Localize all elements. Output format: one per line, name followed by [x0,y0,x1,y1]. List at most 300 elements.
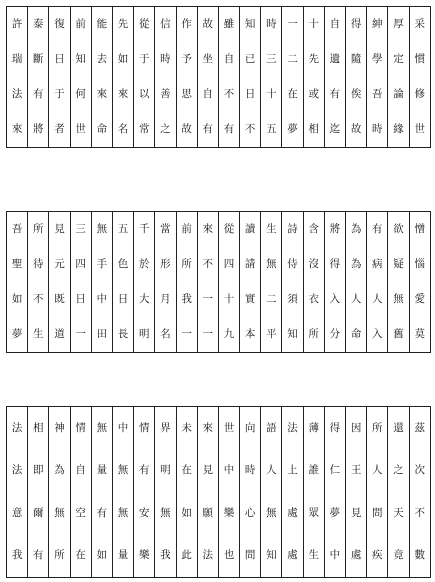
text-column [324,407,345,578]
glyph: 得 [350,18,362,30]
text-column [197,407,218,578]
glyph: 五 [117,223,129,235]
column-text [71,7,91,147]
glyph: 予 [181,53,192,65]
glyph: 于 [54,88,65,100]
glyph: 為 [350,223,362,235]
glyph: 王 [350,464,362,477]
glyph: 紳 [372,18,383,30]
column-text [28,407,48,577]
glyph: 生 [266,223,277,235]
glyph: 情 [138,421,150,434]
glyph: 詩 [287,223,298,235]
glyph: 名 [117,123,129,135]
glyph: 信 [160,18,171,30]
column-text [71,407,91,577]
glyph: 故 [350,123,362,135]
column-text [367,7,387,147]
glyph: 本 [244,328,256,340]
text-column [261,7,282,148]
text-column [176,212,197,353]
glyph: 大 [138,293,150,305]
text-column [324,212,345,353]
column-text [155,212,175,352]
glyph: 欲 [393,223,404,235]
glyph: 中 [223,464,235,477]
glyph: 情 [75,421,86,434]
glyph: 中 [117,421,129,434]
text-column [7,7,28,148]
glyph: 十 [223,293,235,305]
glyph: 分 [329,328,341,340]
glyph: 不 [202,258,214,270]
glyph: 得 [329,258,341,270]
glyph: 生 [308,549,319,562]
glyph: 無 [117,464,129,477]
glyph: 日 [54,53,65,65]
glyph: 一 [75,328,86,340]
glyph: 我 [160,549,171,562]
glyph: 人 [372,464,383,477]
text-column [303,407,324,578]
text-column [409,212,430,353]
text-column [112,212,133,353]
column-text [92,7,112,147]
glyph: 明 [138,328,150,340]
glyph: 二 [266,293,277,305]
glyph: 在 [75,549,86,562]
column-text [346,7,366,147]
column-text [325,212,345,352]
glyph: 思 [181,88,192,100]
glyph: 所 [308,328,319,340]
column-text [261,7,281,147]
glyph: 形 [160,258,171,270]
text-column [134,7,155,148]
glyph: 爾 [33,506,44,519]
text-column [91,212,112,353]
column-text [219,212,239,352]
glyph: 名 [160,328,171,340]
glyph: 四 [75,258,86,270]
glyph: 或 [308,88,319,100]
glyph: 處 [350,549,362,562]
glyph: 無 [96,223,108,235]
glyph: 茲 [414,421,426,434]
glyph: 一 [202,328,214,340]
text-column [367,212,388,353]
text-column [28,7,49,148]
glyph: 法 [287,421,298,434]
glyph: 世 [223,421,235,434]
column-text [325,7,345,147]
glyph: 此 [181,549,192,562]
glyph: 遺 [329,53,341,65]
glyph: 無 [54,506,65,519]
glyph: 坐 [202,53,214,65]
glyph: 之 [160,123,171,135]
column-text [7,7,27,147]
glyph: 故 [181,123,192,135]
column-text [304,407,324,577]
glyph: 十 [308,18,319,30]
text-column [346,407,367,578]
glyph: 相 [33,421,44,434]
glyph: 不 [244,123,256,135]
column-text [282,212,302,352]
glyph: 自 [329,18,341,30]
glyph: 須 [287,293,298,305]
text-column [388,407,409,578]
glyph: 疑 [393,258,404,270]
glyph: 一 [181,328,192,340]
glyph: 法 [11,464,23,477]
column-text [177,407,197,577]
column-text [219,7,239,147]
column-text [49,7,69,147]
text-column [388,212,409,353]
text-column [240,7,261,148]
glyph: 莫 [414,328,426,340]
text-column [303,7,324,148]
text-column [7,407,28,578]
glyph: 泰 [33,18,44,30]
glyph: 處 [287,549,298,562]
glyph: 定 [393,53,404,65]
glyph: 雖 [223,18,235,30]
text-column [218,7,239,148]
column-text [177,212,197,352]
text-column [346,212,367,353]
text-column [388,7,409,148]
column-text [49,407,69,577]
glyph: 樂 [138,549,150,562]
column-text [28,7,48,147]
glyph: 法 [11,88,23,100]
glyph: 薄 [308,421,319,434]
glyph: 得 [329,421,341,434]
glyph: 緣 [393,123,404,135]
glyph: 之 [393,464,404,477]
glyph: 元 [54,258,65,270]
column-text [198,407,218,577]
glyph: 來 [202,223,214,235]
glyph: 量 [117,549,129,562]
glyph: 月 [160,293,171,305]
column-text [155,7,175,147]
glyph: 人 [266,464,277,477]
glyph: 中 [96,293,108,305]
glyph: 仁 [329,464,341,477]
column-text [282,7,302,147]
glyph: 如 [96,549,108,562]
glyph: 侍 [287,258,298,270]
column-text [240,212,260,352]
glyph: 未 [181,421,192,434]
glyph: 四 [223,258,235,270]
column-text [304,212,324,352]
column-text [240,7,260,147]
glyph: 讀 [244,223,256,235]
glyph: 日 [244,88,256,100]
glyph: 夢 [287,123,298,135]
text-column [91,407,112,578]
text-column [70,407,91,578]
glyph: 所 [33,223,44,235]
glyph: 舊 [393,328,404,340]
glyph: 入 [329,293,341,305]
column-text [388,7,408,147]
glyph: 不 [33,293,44,305]
text-column [155,212,176,353]
glyph: 惱 [414,258,426,270]
glyph: 含 [308,223,319,235]
glyph: 十 [266,88,277,100]
glyph: 因 [350,421,362,434]
glyph: 知 [266,549,277,562]
glyph: 當 [160,223,171,235]
glyph: 自 [75,464,86,477]
glyph: 如 [11,293,23,305]
grid-table [6,406,431,578]
glyph: 既 [54,293,65,305]
glyph: 也 [223,549,235,562]
text-column [303,212,324,353]
text-column [49,212,70,353]
text-column [324,7,345,148]
glyph: 語 [266,421,277,434]
glyph: 次 [414,464,426,477]
glyph: 我 [181,293,192,305]
glyph: 天 [393,506,404,519]
glyph: 三 [75,223,86,235]
column-text [282,407,302,577]
glyph: 有 [329,88,341,100]
glyph: 三 [266,53,277,65]
glyph: 已 [244,53,256,65]
glyph: 從 [223,223,235,235]
column-text [113,407,133,577]
column-text [113,7,133,147]
glyph: 故 [202,18,214,30]
glyph: 待 [33,258,44,270]
glyph: 為 [350,258,362,270]
glyph: 聖 [11,258,23,270]
glyph: 有 [202,123,214,135]
column-text [304,7,324,147]
poem-grid-2 [6,211,431,353]
text-column [70,7,91,148]
glyph: 以 [138,88,150,100]
glyph: 長 [117,328,129,340]
grid-table [6,211,431,353]
glyph: 時 [372,123,383,135]
column-text [240,407,260,577]
text-column [197,7,218,148]
glyph: 何 [75,88,86,100]
glyph: 將 [329,223,341,235]
text-column [367,407,388,578]
glyph: 采 [414,18,426,30]
glyph: 善 [160,88,171,100]
text-column [240,212,261,353]
glyph: 世 [414,123,426,135]
glyph: 世 [75,123,86,135]
glyph: 不 [223,88,235,100]
glyph: 色 [117,258,129,270]
glyph: 時 [266,18,277,30]
glyph: 常 [138,123,150,135]
glyph: 吾 [11,223,23,235]
column-text [7,407,27,577]
text-column [7,212,28,353]
column-text [367,212,387,352]
text-column [28,212,49,353]
column-text [71,212,91,352]
column-text [346,407,366,577]
column-text [177,7,197,147]
glyph: 無 [117,506,129,519]
column-text [325,407,345,577]
glyph: 問 [372,506,383,519]
column-text [388,212,408,352]
poem-grid-1 [6,6,431,148]
glyph: 有 [372,223,383,235]
glyph: 心 [244,506,256,519]
text-column [112,7,133,148]
glyph: 人 [372,293,383,305]
glyph: 病 [372,258,383,270]
glyph: 為 [54,464,65,477]
glyph: 有 [33,88,44,100]
glyph: 無 [266,258,277,270]
glyph: 見 [54,223,65,235]
glyph: 自 [202,88,214,100]
glyph: 實 [244,293,256,305]
text-column [240,407,261,578]
glyph: 厚 [393,18,404,30]
glyph: 來 [202,421,214,434]
glyph: 意 [11,506,23,519]
text-column [261,407,282,578]
glyph: 處 [287,506,298,519]
glyph: 向 [244,421,256,434]
glyph: 有 [33,549,44,562]
glyph: 問 [244,549,256,562]
text-column [218,212,239,353]
column-text [198,7,218,147]
text-column [282,212,303,353]
glyph: 中 [329,549,341,562]
glyph: 疾 [372,549,383,562]
column-text [28,212,48,352]
column-text [49,212,69,352]
glyph: 人 [350,293,362,305]
glyph: 手 [96,258,108,270]
text-column [112,407,133,578]
glyph: 有 [96,506,108,519]
glyph: 所 [372,421,383,434]
glyph: 法 [11,421,23,434]
glyph: 量 [96,464,108,477]
glyph: 還 [393,421,404,434]
glyph: 千 [138,223,150,235]
glyph: 復 [54,18,65,30]
glyph: 時 [160,53,171,65]
column-text [261,407,281,577]
glyph: 來 [11,123,23,135]
column-text [92,212,112,352]
glyph: 去 [96,53,108,65]
glyph: 沒 [308,258,319,270]
glyph: 日 [117,293,129,305]
glyph: 即 [33,464,44,477]
glyph: 一 [202,293,214,305]
text-column [91,7,112,148]
glyph: 隨 [350,53,362,65]
column-text [113,212,133,352]
glyph: 命 [350,328,362,340]
column-text [367,407,387,577]
glyph: 有 [223,123,235,135]
glyph: 在 [181,464,192,477]
glyph: 者 [54,123,65,135]
glyph: 知 [244,18,256,30]
column-text [92,407,112,577]
glyph: 相 [308,123,319,135]
text-column [28,407,49,578]
text-column [282,407,303,578]
glyph: 樂 [223,506,235,519]
column-text [346,212,366,352]
glyph: 所 [181,258,192,270]
glyph: 如 [181,506,192,519]
glyph: 吾 [372,88,383,100]
glyph: 見 [202,464,214,477]
column-text [219,407,239,577]
glyph: 無 [160,506,171,519]
text-column [218,407,239,578]
glyph: 知 [287,328,298,340]
glyph: 如 [117,53,129,65]
glyph: 平 [266,328,277,340]
column-text [134,7,154,147]
poem-grid-3 [6,406,431,578]
glyph: 竟 [393,549,404,562]
glyph: 愛 [414,293,426,305]
text-column [176,7,197,148]
glyph: 于 [138,53,150,65]
glyph: 能 [96,18,108,30]
glyph: 我 [11,549,23,562]
glyph: 瑞 [11,53,23,65]
glyph: 論 [393,88,404,100]
text-column [49,7,70,148]
glyph: 界 [160,421,171,434]
glyph: 道 [54,328,65,340]
glyph: 斷 [33,53,44,65]
glyph: 迄 [329,123,341,135]
text-column [155,7,176,148]
glyph: 於 [138,258,150,270]
glyph: 時 [244,464,256,477]
glyph: 夢 [11,328,23,340]
text-column [367,7,388,148]
glyph: 願 [202,506,214,519]
glyph: 夢 [329,506,341,519]
glyph: 不 [414,506,426,519]
glyph: 無 [96,421,108,434]
